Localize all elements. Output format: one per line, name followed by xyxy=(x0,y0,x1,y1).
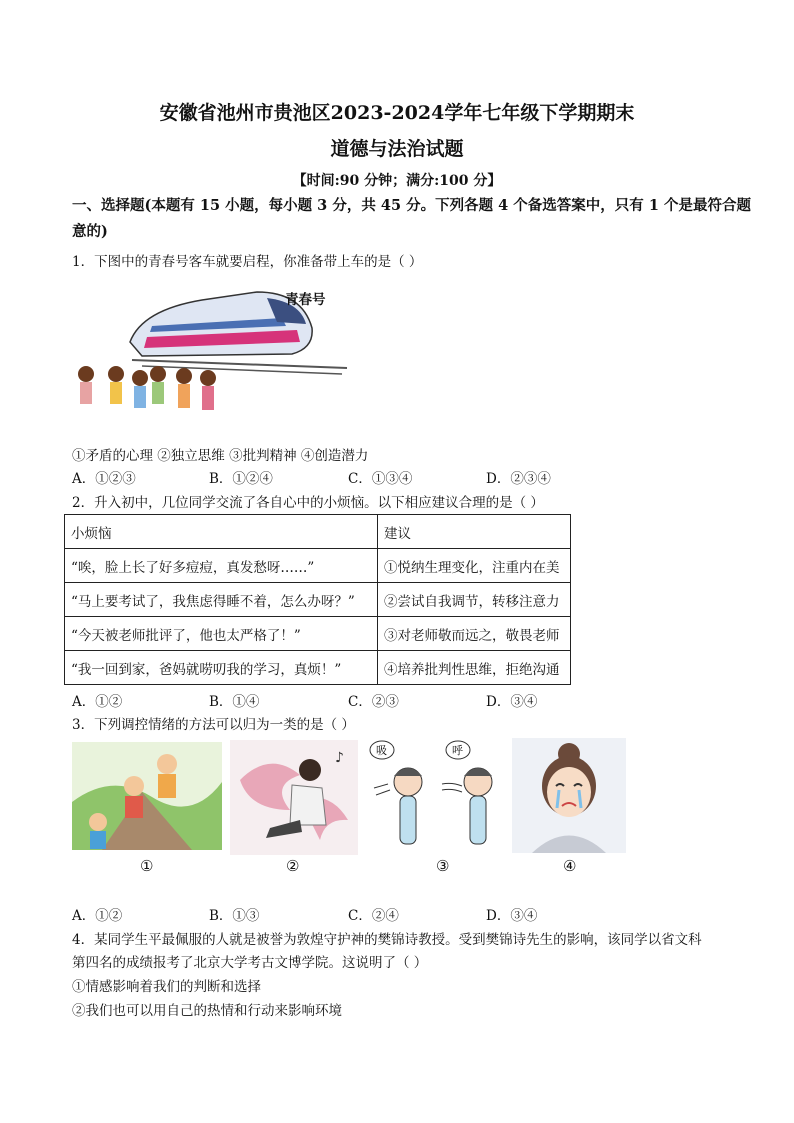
header-worry: 小烦恼 xyxy=(65,515,378,549)
question-4-item-1: ①情感影响着我们的判断和选择 xyxy=(72,979,261,995)
question-4-stem-line2: 第四名的成绩报考了北京大学考古文博学院。这说明了（ ） xyxy=(72,955,428,971)
header-advice: 建议 xyxy=(378,515,571,549)
table-row xyxy=(65,651,571,685)
climbing-friends-picture xyxy=(72,742,222,850)
option-d[interactable]: D．③④ xyxy=(486,908,538,924)
question-2-options xyxy=(72,690,752,710)
table-row xyxy=(65,549,571,583)
svg-text:♪: ♪ xyxy=(335,750,344,766)
advice-cell: ③对老师敬而远之，敬畏老师 xyxy=(378,617,571,651)
advice-cell: ①悦纳生理变化，注重内在美 xyxy=(378,549,571,583)
worry-cell: “今天被老师批评了，他也太严格了！” xyxy=(65,617,378,651)
option-c[interactable]: C．②③ xyxy=(348,694,399,710)
exam-title-line2: 道德与法治试题 xyxy=(330,138,464,160)
exam-title-line1: 安徽省池州市贵池区2023-2024学年七年级下学期期末 xyxy=(159,102,635,124)
option-d[interactable]: D．②③④ xyxy=(486,471,551,487)
bubble-inhale: 吸 xyxy=(376,744,387,757)
bubble-exhale: 呼 xyxy=(452,744,463,757)
question-3-stem: 3．下列调控情绪的方法可以归为一类的是（ ） xyxy=(72,717,355,733)
option-b[interactable]: B．①②④ xyxy=(209,471,273,487)
table-header-row xyxy=(65,515,571,549)
option-d[interactable]: D．③④ xyxy=(486,694,538,710)
table-row xyxy=(65,617,571,651)
worry-cell: “我一回到家，爸妈就唠叨我的学习，真烦！” xyxy=(65,651,378,685)
option-c[interactable]: C．①③④ xyxy=(348,471,413,487)
option-a[interactable]: A．①② xyxy=(72,694,123,710)
caption-3: ③ xyxy=(436,857,450,875)
advice-cell: ②尝试自我调节，转移注意力 xyxy=(378,583,571,617)
question-1-stem: 1．下图中的青春号客车就要启程，你准备带上车的是（ ） xyxy=(72,254,423,270)
question-4-item-2: ②我们也可以用自己的热情和行动来影响环境 xyxy=(72,1003,342,1019)
breathing-picture xyxy=(368,740,502,855)
train-label: 青春号 xyxy=(285,292,326,308)
exam-meta: 【时间:90 分钟；满分:100 分】 xyxy=(292,173,502,189)
question-1-options xyxy=(72,467,752,487)
question-1-items: ①矛盾的心理 ②独立思维 ③批判精神 ④创造潜力 xyxy=(72,448,369,464)
advice-cell: ④培养批判性思维，拒绝沟通 xyxy=(378,651,571,685)
caption-4: ④ xyxy=(563,857,577,875)
children-group xyxy=(78,366,216,410)
option-b[interactable]: B．①④ xyxy=(209,694,260,710)
listening-music-picture xyxy=(230,740,358,855)
section-heading: 一、选择题(本题有 15 小题，每小题 3 分，共 45 分。下列各题 4 个备选答案中，只有 1 个是最符合题意的) xyxy=(72,197,751,240)
caption-1: ① xyxy=(140,857,154,875)
worry-advice-table xyxy=(64,514,571,685)
option-c[interactable]: C．②④ xyxy=(348,908,399,924)
question-3-options xyxy=(72,904,752,924)
option-a[interactable]: A．①②③ xyxy=(72,471,136,487)
option-b[interactable]: B．①③ xyxy=(209,908,260,924)
question-2-stem: 2．升入初中，几位同学交流了各自心中的小烦恼。以下相应建议合理的是（ ） xyxy=(72,495,544,511)
crying-girl-picture xyxy=(512,738,626,853)
worry-cell: “马上要考试了，我焦虑得睡不着，怎么办呀？” xyxy=(65,583,378,617)
table-row xyxy=(65,583,571,617)
question-4-stem-line1: 4．某同学生平最佩服的人就是被誉为敦煌守护神的樊锦诗教授。受到樊锦诗先生的影响，该同学以省文科 xyxy=(72,932,702,948)
worry-cell: “唉，脸上长了好多痘痘，真发愁呀……” xyxy=(65,549,378,583)
option-a[interactable]: A．①② xyxy=(72,908,123,924)
caption-2: ② xyxy=(286,857,300,875)
